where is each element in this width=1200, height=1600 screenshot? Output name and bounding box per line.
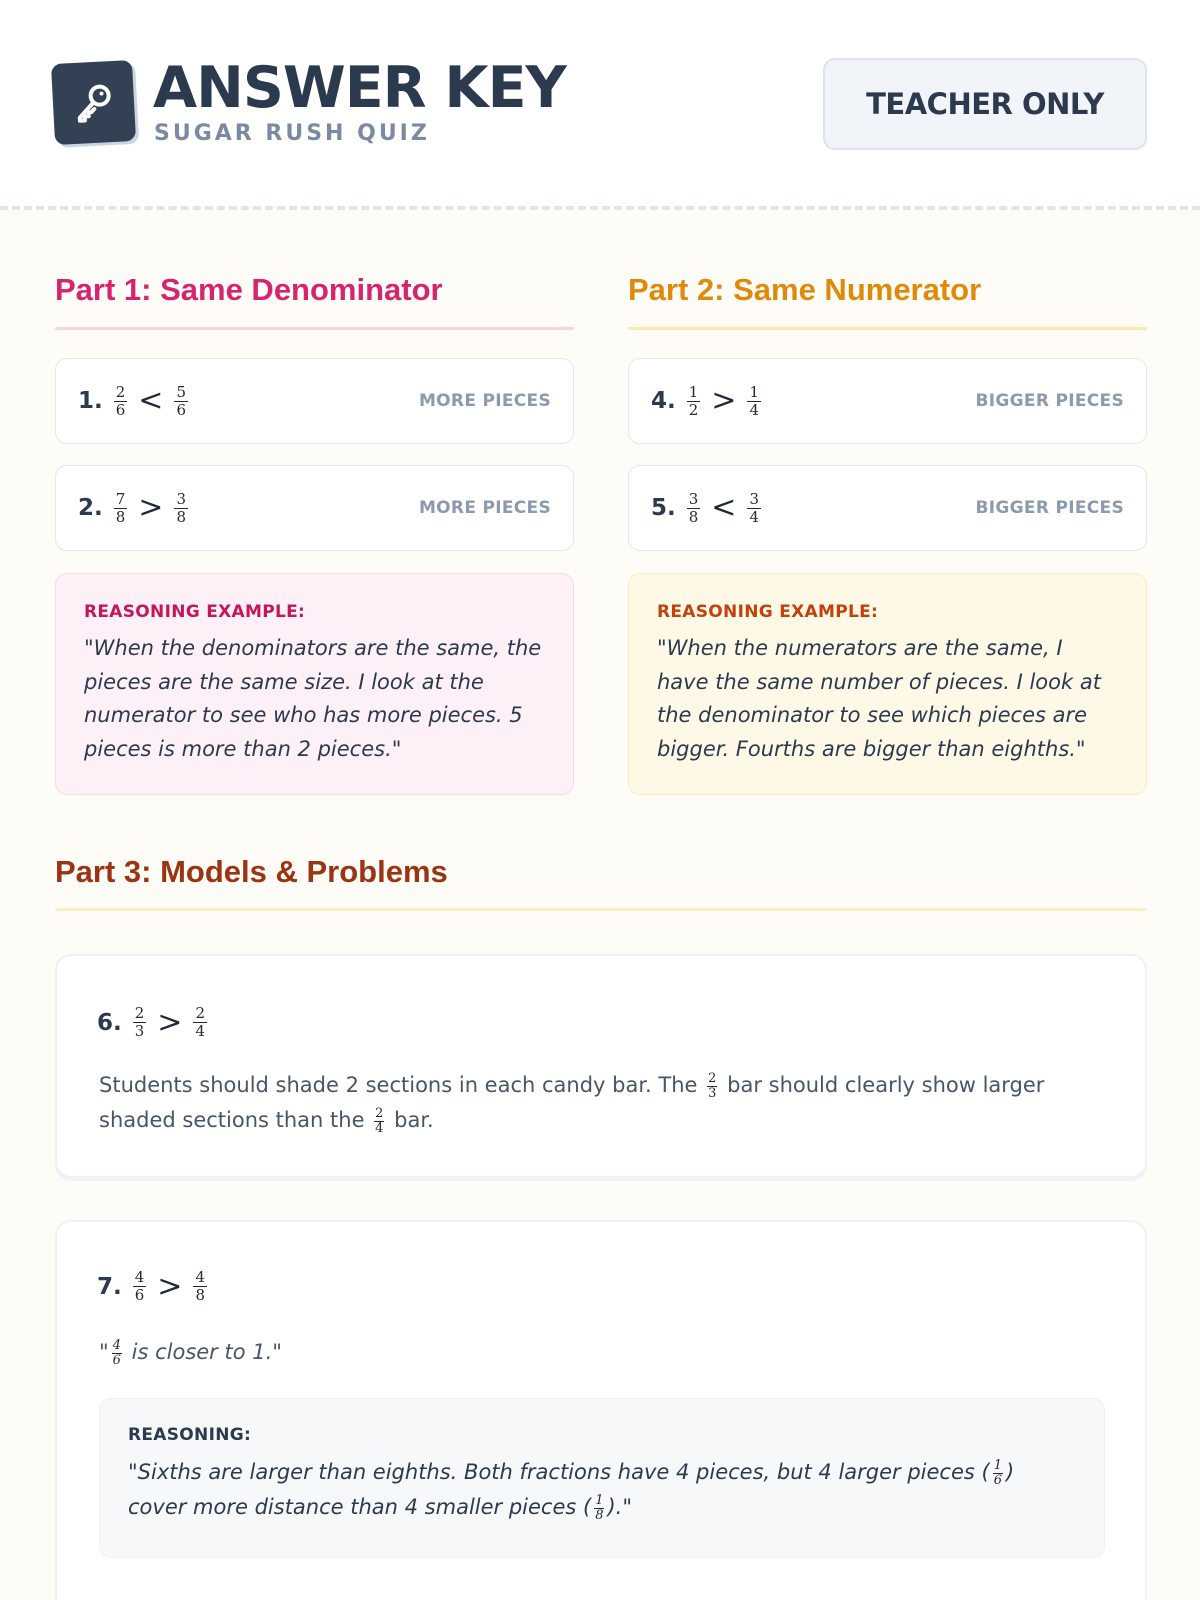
fraction: $\frac{4}{8}$ <box>195 1268 205 1304</box>
fraction-comparison <box>111 489 191 526</box>
reasoning-box <box>99 1398 1105 1558</box>
fraction: $\frac{3}{4}$ <box>749 489 759 526</box>
page-subtitle: SUGAR RUSH QUIZ <box>154 121 430 146</box>
fraction: $\frac{2}{4}$ <box>195 1004 205 1040</box>
question-number: 2. <box>78 495 103 521</box>
logo-badge <box>51 60 136 145</box>
key-icon <box>68 77 118 127</box>
inline-fraction: $\frac{1}{6}$ <box>993 1458 1002 1488</box>
fraction-comparison <box>130 1270 210 1303</box>
question-number: 7. <box>97 1273 122 1300</box>
comparison-operator: > <box>157 1004 183 1040</box>
reasoning-text: "When the numerators are the same, I have the same number of pieces. I look at the denominator to see which pieces are bigger. Fourths are bigger than eighths." <box>657 636 1101 761</box>
reasoning-label: REASONING EXAMPLE: <box>657 602 879 622</box>
part3-title: Part 3: Models & Problems <box>55 854 448 889</box>
strategy-hint: MORE PIECES <box>418 498 551 518</box>
comparison-operator: > <box>138 490 164 525</box>
comparison-operator: > <box>157 1268 183 1304</box>
answer-card <box>55 358 574 444</box>
strategy-hint: BIGGER PIECES <box>975 498 1124 518</box>
fraction: $\frac{3}{8}$ <box>176 489 186 526</box>
comparison-operator: < <box>138 383 164 418</box>
fraction-comparison <box>684 489 764 526</box>
problem-card-6 <box>55 954 1147 1178</box>
fraction: $\frac{5}{6}$ <box>176 382 186 419</box>
fraction: $\frac{1}{2}$ <box>688 382 699 419</box>
problem-answer <box>97 1270 210 1303</box>
page-title: ANSWER KEY <box>153 55 566 121</box>
fraction-comparison <box>130 1006 210 1039</box>
part3-divider <box>55 908 1147 911</box>
student-quote: " $\frac{4}{6}$ is closer to 1." <box>99 1338 282 1368</box>
fraction: $\frac{7}{8}$ <box>115 489 126 526</box>
teacher-only-badge: TEACHER ONLY <box>823 58 1147 150</box>
fraction: $\frac{2}{3}$ <box>134 1004 145 1040</box>
answer-card <box>628 358 1147 444</box>
inline-fraction: $\frac{4}{6}$ <box>112 1338 121 1368</box>
part2-divider <box>628 327 1147 330</box>
fraction: $\frac{3}{8}$ <box>688 489 699 526</box>
part1-title: Part 1: Same Denominator <box>55 272 443 307</box>
inline-fraction: $\frac{2}{4}$ <box>375 1106 384 1136</box>
question-number: 1. <box>78 388 103 414</box>
inline-fraction: $\frac{2}{3}$ <box>708 1071 717 1101</box>
question-number: 4. <box>651 388 676 414</box>
answer-card <box>628 465 1147 551</box>
part1-divider <box>55 327 574 330</box>
reasoning-example-box <box>628 573 1147 795</box>
strategy-hint: BIGGER PIECES <box>975 391 1124 411</box>
fraction-comparison <box>684 382 764 419</box>
question-number: 5. <box>651 495 676 521</box>
reasoning-label: REASONING: <box>128 1425 252 1445</box>
fraction-comparison <box>111 382 191 419</box>
fraction: $\frac{4}{6}$ <box>134 1268 145 1304</box>
reasoning-label: REASONING EXAMPLE: <box>84 602 306 622</box>
answer-card <box>55 465 574 551</box>
question-number: 6. <box>97 1009 122 1036</box>
problem-card-7 <box>55 1220 1147 1600</box>
fraction: $\frac{2}{6}$ <box>115 382 126 419</box>
reasoning-text: "When the denominators are the same, the pieces are the same size. I look at the numerator to see who has more pieces. 5 pieces is more than 2 pieces." <box>84 636 542 761</box>
fraction: $\frac{1}{4}$ <box>749 382 759 419</box>
comparison-operator: < <box>711 490 737 525</box>
comparison-operator: > <box>711 383 737 418</box>
reasoning-example-box <box>55 573 574 795</box>
problem-explanation: Students should shade 2 sections in each candy bar. The $\frac{2}{3}$ bar should clearly show larger shaded sections than the $\frac{2}{4}$ bar. <box>99 1071 1045 1136</box>
header <box>0 0 1200 210</box>
inline-fraction: $\frac{1}{8}$ <box>595 1493 604 1523</box>
strategy-hint: MORE PIECES <box>418 391 551 411</box>
reasoning-text: "Sixths are larger than eighths. Both fractions have 4 pieces, but 4 larger pieces ( $\frac{1}{6}$ ) cover more distance than 4 smaller pieces ( $\frac{1}{8}$ )." <box>128 1458 1015 1523</box>
part2-title: Part 2: Same Numerator <box>628 272 982 307</box>
problem-answer <box>97 1006 210 1039</box>
